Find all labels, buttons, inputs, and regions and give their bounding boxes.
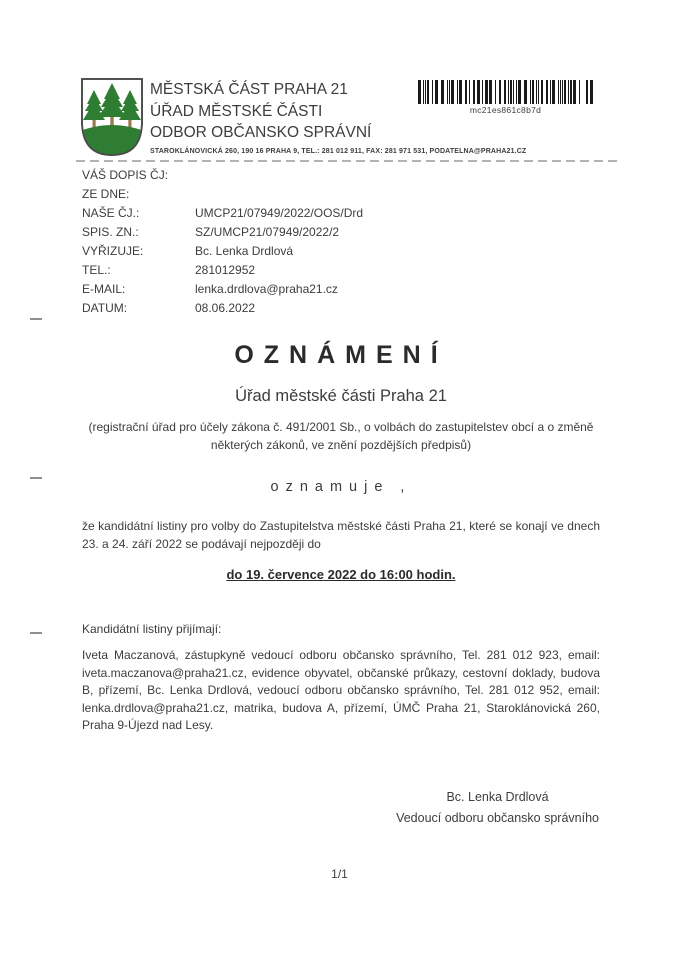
meta-row-email	[82, 280, 363, 299]
deadline-line: do 19. července 2022 do 16:00 hodin.	[226, 567, 456, 582]
meta-label: SPIS. ZN.:	[82, 225, 139, 239]
accept-heading: Kandidátní listiny přijímají:	[82, 622, 222, 636]
document-subtitle: Úřad městské části Praha 21	[235, 387, 447, 405]
meta-value: 08.06.2022	[195, 301, 256, 315]
signature-block	[396, 787, 599, 828]
meta-row-ze-dne	[82, 185, 363, 204]
signature-role: Vedoucí odboru občansko správního	[396, 810, 599, 825]
meta-value: 281012952	[195, 263, 256, 277]
meta-label: ZE DNE:	[82, 187, 130, 201]
meta-row-nase-cj	[82, 204, 363, 223]
announcement-paragraph: že kandidátní listiny pro volby do Zastupitelstva městské části Praha 21, které se konají ve dnech 23. a 24. září 2022 se podávají nejpozději do	[82, 519, 600, 551]
meta-row-datum	[82, 299, 363, 318]
announces-line: oznamuje ,	[270, 479, 412, 495]
meta-label: VYŘIZUJE:	[82, 244, 144, 258]
document-title: OZNÁMENÍ	[234, 341, 448, 369]
org-name-line2: ÚŘAD MĚSTSKÉ ČÁSTI	[150, 102, 323, 120]
meta-label: E-MAIL:	[82, 282, 126, 296]
contacts-paragraph: Iveta Maczanová, zástupkyně vedoucí odboru občansko správního, Tel. 281 012 923, email: iveta.maczanova@praha21.cz, evidence obyvatel, občanské průkazy, cestovní doklady, budova B, přízemí, Bc. Lenka Drdlová, vedoucí odboru občansko správního, Tel. 281 012 952, email: lenka.drdlova@praha21.cz, matrika, budova A, přízemí, ÚMČ Praha 21, Staroklánovická 260, Praha 9-Újezd nad Lesy.	[82, 648, 600, 733]
letter-metadata	[82, 166, 363, 318]
meta-label: VÁŠ DOPIS ČJ:	[82, 168, 169, 182]
barcode-icon	[418, 80, 593, 104]
meta-row-vas-dopis	[82, 166, 363, 185]
fold-mark	[30, 318, 42, 320]
meta-label: NAŠE ČJ.:	[82, 206, 140, 220]
org-address-line: STAROKLÁNOVICKÁ 260, 190 16 PRAHA 9, TEL.: 281 012 911, FAX: 281 971 531, PODATELNA@PRAHA21.CZ	[150, 147, 527, 155]
barcode-block	[418, 80, 593, 115]
meta-row-tel	[82, 261, 363, 280]
barcode-label: mc21es861c8b7d	[469, 105, 542, 115]
meta-value: SZ/UMCP21/07949/2022/2	[195, 225, 340, 239]
registration-authority-note: (registrační úřad pro účely zákona č. 491/2001 Sb., o volbách do zastupitelstev obcí a o změně některých zákonů, ve znění pozdějších předpisů)	[88, 420, 594, 452]
org-name-line1: MĚSTSKÁ ČÁST PRAHA 21	[150, 81, 348, 98]
meta-value: UMCP21/07949/2022/OOS/Drd	[195, 206, 364, 220]
header-divider	[76, 160, 621, 162]
coat-of-arms-icon	[80, 77, 144, 157]
fold-mark	[30, 477, 42, 479]
signature-name: Bc. Lenka Drdlová	[446, 790, 549, 804]
meta-label: TEL.:	[82, 263, 111, 277]
fold-mark	[30, 632, 42, 634]
meta-value: Bc. Lenka Drdlová	[195, 244, 294, 258]
green-mound	[80, 125, 144, 157]
meta-label: DATUM:	[82, 301, 128, 315]
meta-row-vyrizuje	[82, 242, 363, 261]
meta-row-spis-zn	[82, 223, 363, 242]
page-number: 1/1	[331, 867, 348, 881]
meta-value: lenka.drdlova@praha21.cz	[195, 282, 338, 296]
org-name-line3: ODBOR OBČANSKO SPRÁVNÍ	[150, 124, 372, 141]
